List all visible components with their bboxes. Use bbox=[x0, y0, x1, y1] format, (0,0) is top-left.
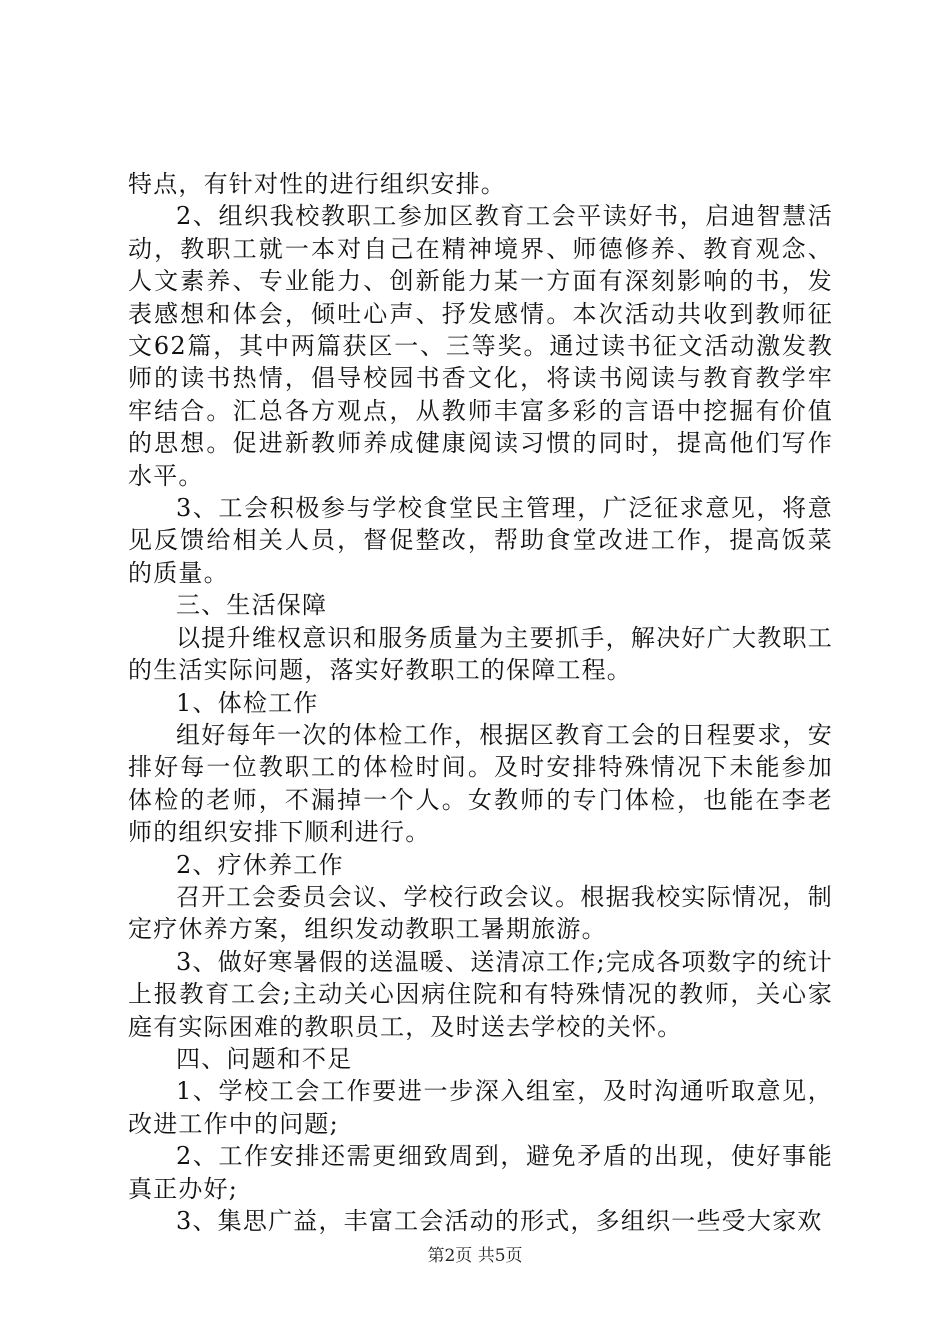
paragraph: 3、工会积极参与学校食堂民主管理，广泛征求意见，将意见反馈给相关人员，督促整改，帮助食堂改进工作，提高饭菜的质量。 bbox=[128, 494, 833, 587]
paragraph: 3、做好寒暑假的送温暖、送清凉工作;完成各项数字的统计上报教育工会;主动关心因病住院和有特殊情况的教师，关心家庭有实际困难的教职员工，及时送去学校的关怀。 bbox=[128, 947, 833, 1041]
paragraph: 召开工会委员会议、学校行政会议。根据我校实际情况，制定疗休养方案，组织发动教职工暑期旅游。 bbox=[128, 882, 833, 944]
paragraph: 1、学校工会工作要进一步深入组室，及时沟通听取意见，改进工作中的问题; bbox=[128, 1077, 833, 1138]
paragraph: 特点，有针对性的进行组织安排。 bbox=[128, 170, 506, 198]
document-body bbox=[128, 168, 833, 1237]
section-heading: 三、生活保障 bbox=[176, 591, 328, 620]
subsection-heading: 2、疗休养工作 bbox=[176, 850, 344, 879]
paragraph: 组好每年一次的体检工作，根据区教育工会的日程要求，安排好每一位教职工的体检时间。及时安排特殊情况下未能参加体检的老师，不漏掉一个人。女教师的专门体检，也能在李老师的组织安排下顺利进行。 bbox=[128, 720, 833, 847]
section-heading: 四、问题和不足 bbox=[176, 1044, 353, 1073]
page-number-footer: 第2页 共5页 bbox=[427, 1246, 523, 1266]
paragraph: 以提升维权意识和服务质量为主要抓手，解决好广大教职工的生活实际问题，落实好教职工的保障工程。 bbox=[128, 623, 833, 685]
paragraph: 3、集思广益，丰富工会活动的形式，多组织一些受大家欢 bbox=[176, 1207, 823, 1235]
paragraph: 2、组织我校教职工参加区教育工会平读好书，启迪智慧活动，教职工就一本对自己在精神境界、师德修养、教育观念、人文素养、专业能力、创新能力某一方面有深刻影响的书，发表感想和体会，倾吐心声、抒发感情。本次活动共收到教师征文62篇，其中两篇获区一、三等奖。通过读书征文活动激发教师的读书热情，倡导校园书香文化，将读书阅读与教育教学牢牢结合。汇总各方观点，从教师丰富多彩的言语中挖掘有价值的思想。促进新教师养成健康阅读习惯的同时，提高他们写作水平。 bbox=[128, 202, 833, 490]
subsection-heading: 1、体检工作 bbox=[176, 688, 319, 717]
paragraph: 2、工作安排还需更细致周到，避免矛盾的出现，使好事能真正办好; bbox=[128, 1142, 833, 1203]
